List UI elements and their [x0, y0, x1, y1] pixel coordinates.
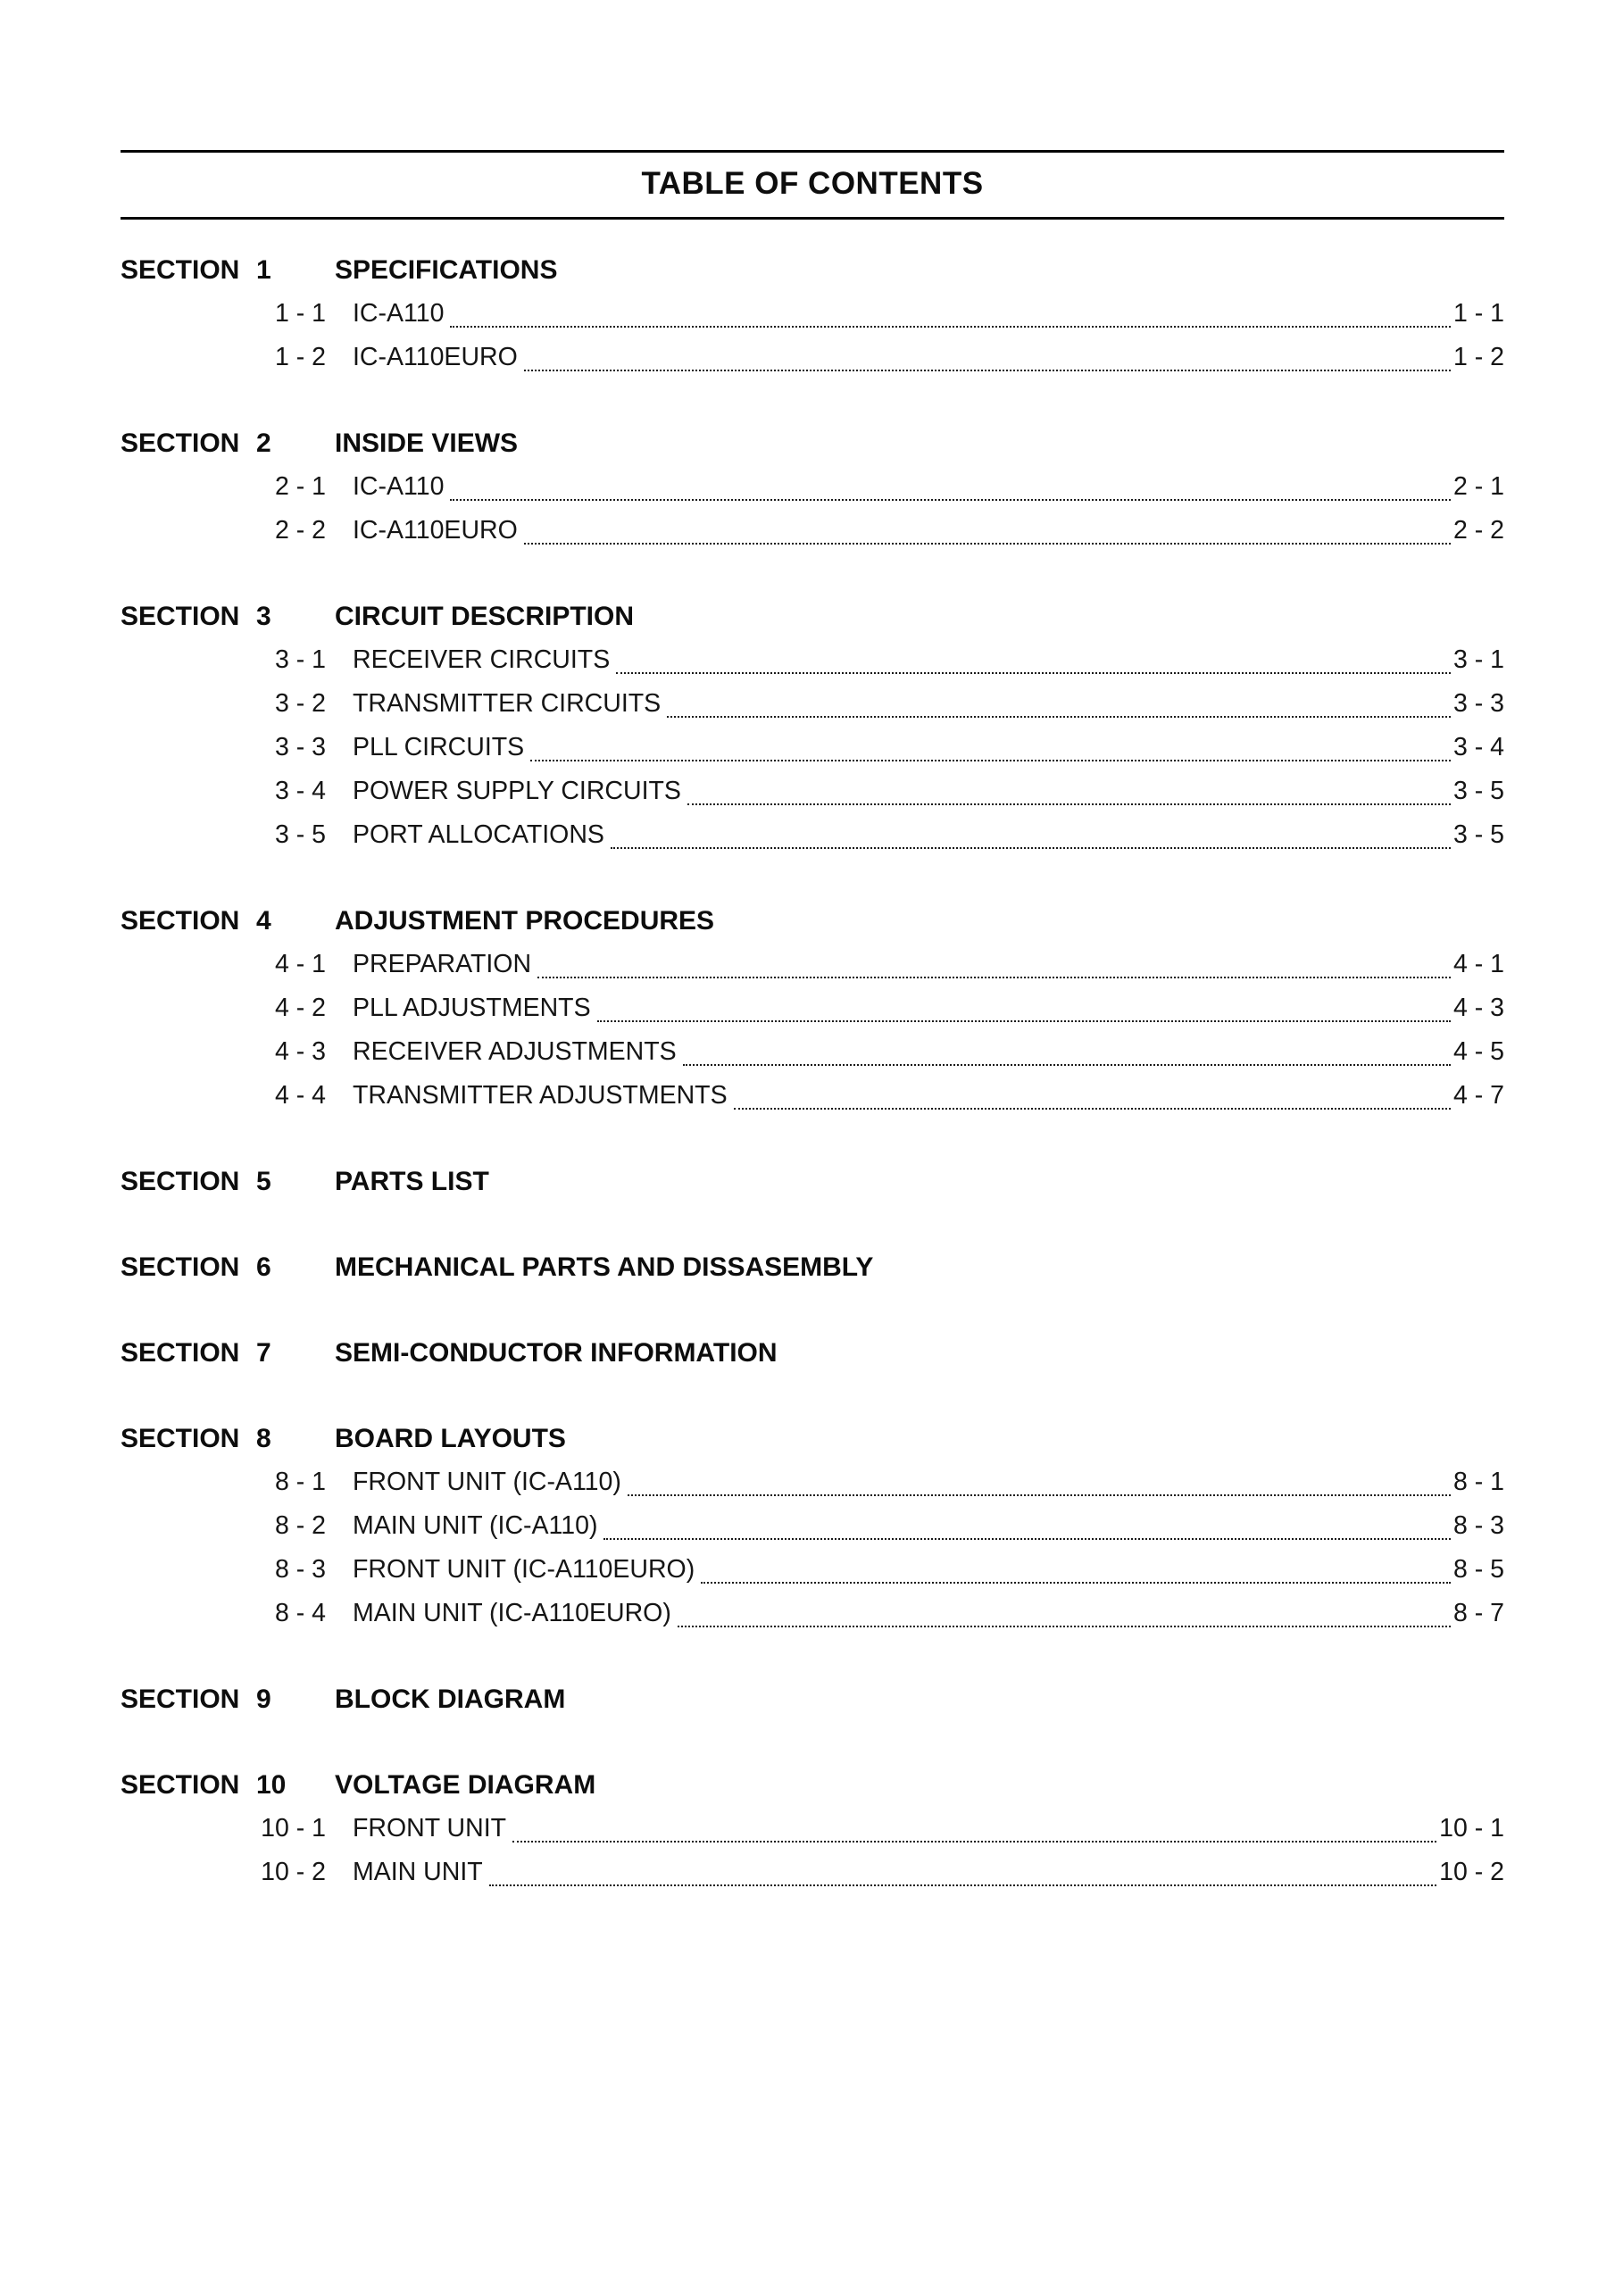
entry-number: 8 - 1 [274, 1468, 326, 1496]
dot-leader [450, 499, 1451, 501]
section-title: SEMI-CONDUCTOR INFORMATION [335, 1338, 778, 1368]
entry-title: TRANSMITTER ADJUSTMENTS [353, 1081, 728, 1110]
entry-title: PLL CIRCUITS [353, 733, 525, 761]
entry-title: IC-A110 [353, 472, 445, 501]
toc-entry [121, 682, 1504, 726]
entry-title: MAIN UNIT (IC-A110) [353, 1511, 598, 1540]
section-number: 3 [256, 602, 271, 631]
section-label: SECTION [121, 1685, 240, 1714]
section-label: SECTION [121, 1424, 240, 1453]
entry-title: FRONT UNIT (IC-A110EURO) [353, 1555, 695, 1584]
toc-section [121, 1245, 1504, 1289]
entry-number: 4 - 2 [274, 994, 326, 1022]
toc-entry [121, 1592, 1504, 1635]
toc-section [121, 421, 1504, 553]
entry-title: IC-A110EURO [353, 343, 518, 371]
entry-page-number: 1 - 2 [1452, 343, 1504, 371]
entry-page-number: 4 - 7 [1452, 1081, 1504, 1110]
section-number: 7 [256, 1338, 271, 1368]
section-number: 1 [256, 255, 271, 285]
section-number: 9 [256, 1685, 271, 1714]
section-heading [121, 899, 1504, 943]
section-heading [121, 595, 1504, 638]
entry-page-number: 4 - 5 [1452, 1037, 1504, 1066]
toc-entry [121, 1504, 1504, 1548]
section-title: INSIDE VIEWS [335, 428, 519, 458]
entry-page-number: 8 - 1 [1452, 1468, 1504, 1496]
dot-leader [537, 977, 1451, 978]
entry-page-number: 3 - 5 [1452, 777, 1504, 805]
dot-leader [687, 803, 1451, 805]
entry-title: TRANSMITTER CIRCUITS [353, 689, 662, 718]
toc-section [121, 1331, 1504, 1375]
toc-section [121, 595, 1504, 857]
dot-leader [603, 1538, 1450, 1540]
toc-entry [121, 813, 1504, 857]
section-label: SECTION [121, 1338, 240, 1368]
dot-leader [667, 716, 1451, 718]
entry-page-number: 4 - 3 [1452, 994, 1504, 1022]
section-heading [121, 1331, 1504, 1375]
entry-title: POWER SUPPLY CIRCUITS [353, 777, 681, 805]
section-number: 8 [256, 1424, 271, 1453]
entry-number: 8 - 2 [274, 1511, 326, 1540]
toc-section [121, 1677, 1504, 1721]
entry-title: IC-A110EURO [353, 516, 518, 545]
entry-number: 10 - 2 [261, 1858, 326, 1886]
section-title: BLOCK DIAGRAM [335, 1685, 566, 1714]
dot-leader [734, 1108, 1451, 1110]
title-underline-rule [121, 217, 1504, 220]
entry-title: IC-A110 [353, 299, 445, 328]
entry-number: 1 - 1 [274, 299, 326, 328]
entry-page-number: 10 - 1 [1439, 1814, 1504, 1843]
entry-page-number: 2 - 2 [1452, 516, 1504, 545]
entry-number: 8 - 3 [274, 1555, 326, 1584]
entry-number: 2 - 1 [274, 472, 326, 501]
toc-section [121, 899, 1504, 1118]
dot-leader [701, 1582, 1451, 1584]
toc-entry [121, 726, 1504, 769]
entry-title: PORT ALLOCATIONS [353, 820, 604, 849]
toc-entry [121, 1460, 1504, 1504]
entry-page-number: 10 - 2 [1439, 1858, 1504, 1886]
toc-entry [121, 943, 1504, 986]
toc-section [121, 1160, 1504, 1203]
toc-entry [121, 1030, 1504, 1074]
toc-section [121, 1417, 1504, 1635]
entry-number: 8 - 4 [274, 1599, 326, 1627]
section-title: VOLTAGE DIAGRAM [335, 1770, 596, 1800]
entry-title: RECEIVER CIRCUITS [353, 645, 611, 674]
toc-section [121, 248, 1504, 379]
toc-entry [121, 638, 1504, 682]
entry-page-number: 4 - 1 [1452, 950, 1504, 978]
section-number: 4 [256, 906, 271, 936]
section-label: SECTION [121, 1252, 240, 1282]
entry-title: MAIN UNIT [353, 1858, 483, 1886]
toc-entry [121, 1074, 1504, 1118]
section-label: SECTION [121, 906, 240, 936]
entry-number: 4 - 3 [274, 1037, 326, 1066]
toc-entry [121, 336, 1504, 379]
entry-title: PLL ADJUSTMENTS [353, 994, 591, 1022]
dot-leader [450, 326, 1451, 328]
entry-page-number: 3 - 1 [1452, 645, 1504, 674]
toc-entry [121, 1851, 1504, 1894]
dot-leader [512, 1841, 1436, 1843]
entry-page-number: 3 - 3 [1452, 689, 1504, 718]
entry-page-number: 3 - 5 [1452, 820, 1504, 849]
section-heading [121, 248, 1504, 292]
toc-entry [121, 292, 1504, 336]
entry-number: 3 - 3 [274, 733, 326, 761]
section-label: SECTION [121, 255, 240, 285]
section-heading [121, 1160, 1504, 1203]
entry-page-number: 8 - 7 [1452, 1599, 1504, 1627]
section-title: ADJUSTMENT PROCEDURES [335, 906, 715, 936]
toc-section [121, 1763, 1504, 1894]
section-number: 2 [256, 428, 271, 458]
dot-leader [524, 370, 1451, 371]
section-number: 10 [256, 1770, 287, 1800]
dot-leader [628, 1494, 1451, 1496]
entry-number: 10 - 1 [261, 1814, 326, 1843]
section-title: SPECIFICATIONS [335, 255, 558, 285]
entry-title: FRONT UNIT (IC-A110) [353, 1468, 621, 1496]
section-title: MECHANICAL PARTS AND DISSASEMBLY [335, 1252, 874, 1282]
dot-leader [678, 1626, 1451, 1627]
toc-entry [121, 509, 1504, 553]
entry-number: 3 - 1 [274, 645, 326, 674]
dot-leader [683, 1064, 1451, 1066]
entry-page-number: 1 - 1 [1452, 299, 1504, 328]
top-rule [121, 150, 1504, 153]
toc-sections [121, 248, 1504, 1894]
entry-number: 4 - 1 [274, 950, 326, 978]
entry-page-number: 8 - 3 [1452, 1511, 1504, 1540]
dot-leader [530, 760, 1451, 761]
entry-number: 3 - 2 [274, 689, 326, 718]
entry-page-number: 8 - 5 [1452, 1555, 1504, 1584]
toc-entry [121, 465, 1504, 509]
section-label: SECTION [121, 1770, 240, 1800]
dot-leader [489, 1884, 1436, 1886]
entry-page-number: 3 - 4 [1452, 733, 1504, 761]
section-heading [121, 1677, 1504, 1721]
section-heading [121, 1417, 1504, 1460]
section-number: 5 [256, 1167, 271, 1196]
dot-leader [524, 543, 1451, 545]
entry-number: 3 - 5 [274, 820, 326, 849]
dot-leader [611, 847, 1451, 849]
entry-number: 2 - 2 [274, 516, 326, 545]
entry-title: MAIN UNIT (IC-A110EURO) [353, 1599, 671, 1627]
section-label: SECTION [121, 602, 240, 631]
entry-page-number: 2 - 1 [1452, 472, 1504, 501]
toc-entry [121, 769, 1504, 813]
section-title: CIRCUIT DESCRIPTION [335, 602, 635, 631]
page-header [121, 150, 1504, 220]
section-label: SECTION [121, 1167, 240, 1196]
entry-title: RECEIVER ADJUSTMENTS [353, 1037, 677, 1066]
toc-entry [121, 1548, 1504, 1592]
entry-number: 3 - 4 [274, 777, 326, 805]
toc-entry [121, 1807, 1504, 1851]
section-heading [121, 1763, 1504, 1807]
entry-number: 1 - 2 [274, 343, 326, 371]
dot-leader [597, 1020, 1451, 1022]
dot-leader [616, 672, 1451, 674]
section-title: BOARD LAYOUTS [335, 1424, 566, 1453]
entry-title: FRONT UNIT [353, 1814, 507, 1843]
page-title: TABLE OF CONTENTS [641, 166, 984, 201]
entry-title: PREPARATION [353, 950, 532, 978]
section-number: 6 [256, 1252, 271, 1282]
section-title: PARTS LIST [335, 1167, 489, 1196]
entry-number: 4 - 4 [274, 1081, 326, 1110]
section-label: SECTION [121, 428, 240, 458]
toc-entry [121, 986, 1504, 1030]
section-heading [121, 1245, 1504, 1289]
section-heading [121, 421, 1504, 465]
